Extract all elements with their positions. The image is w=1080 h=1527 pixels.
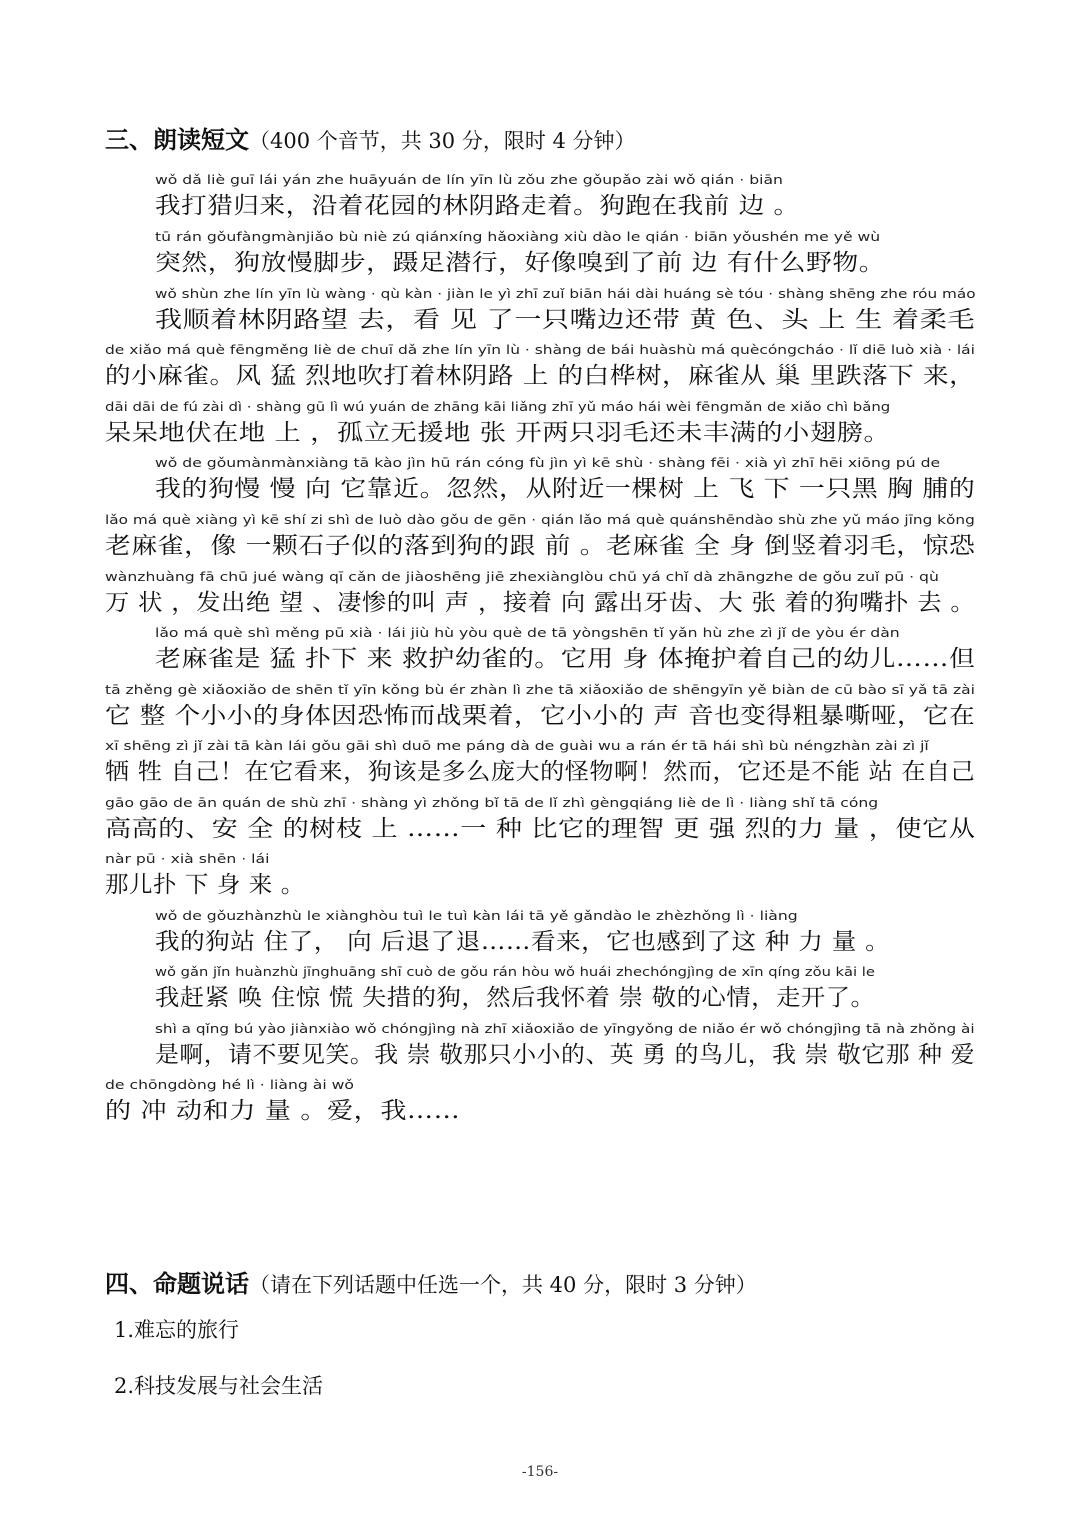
hanzi-line: 的 冲 动和力 量 。爱，我…… — [105, 1098, 461, 1124]
passage-line — [155, 172, 800, 218]
hanzi-line: 那儿扑 下 身 来 。 — [105, 872, 305, 898]
pinyin-line: de xiǎo má què fēngměng liè de chuī dǎ zhe lín yīn lù · shàng de bái huàshù má quècóngcháo · lǐ diē luò xià · lái — [105, 342, 975, 357]
pinyin-line: wǒ de gǒuzhànzhù le xiànghòu tuì le tuì kàn lái tā yě gǎndào le zhèzhǒng lì · liàng — [155, 908, 798, 923]
pinyin-line: shì a qǐng bú yào jiànxiào wǒ chóngjìng nà zhī xiǎoxiǎo de yīngyǒng de niǎo ér wǒ chóngjìng tā nà zhǒng ài — [155, 1021, 975, 1036]
section-4-heading — [105, 1264, 757, 1299]
passage-line — [155, 625, 975, 671]
pinyin-line: wǒ shùn zhe lín yīn lù wàng · qù kàn · jiàn le yì zhī zuǐ biān hái dài huáng sè tóu · shàng shēng zhe róu máo — [155, 286, 976, 301]
hanzi-line: 老麻雀是 猛 扑下 来 救护幼雀的。它用 身 体掩护着自己的幼儿……但 — [155, 646, 976, 672]
passage-line — [155, 455, 975, 501]
passage-line — [105, 342, 975, 388]
pinyin-line: wǒ dǎ liè guī lái yán zhe huāyuán de lín yīn lù zǒu zhe gǒupǎo zài wǒ qián · biān — [155, 172, 783, 187]
pinyin-line: gāo gāo de ān quán de shù zhī · shàng yì zhǒng bǐ tā de lǐ zhì gèngqiáng liè de lì · liàng shǐ tā cóng — [105, 795, 879, 810]
section-3-heading — [105, 120, 636, 155]
hanzi-line: 我打猎归来，沿着花园的林阴路走着。狗跑在我前 边 。 — [155, 193, 800, 219]
pinyin-line: tū rán gǒufàngmànjiǎo bù niè zú qiánxíng hǎoxiàng xiù dào le qián · biān yǒushén me yě wù — [155, 229, 881, 244]
topic-item: 1.难忘的旅行 — [114, 1318, 240, 1342]
hanzi-line: 是啊，请不要见笑。我 崇 敬那只小小的、英 勇 的鸟儿，我 崇 敬它那 种 爱 — [155, 1042, 975, 1068]
passage-line — [105, 738, 975, 784]
hanzi-line: 我顺着林阴路望 去，看 见 了一只嘴边还带 黄 色、头 上 生 着柔毛 — [155, 307, 976, 333]
pinyin-line: lǎo má què xiàng yì kē shí zi shì de luò dào gǒu de gēn · qián lǎo má què quánshēndào shù zhe yǔ máo jīng kǒng — [105, 512, 975, 527]
pinyin-line: xī shēng zì jǐ zài tā kàn lái gǒu gāi shì duō me páng dà de guài wu a rán ér tā hái shì bù néngzhàn zài zì jǐ — [105, 738, 929, 753]
hanzi-line: 老麻雀，像 一颗石子似的落到狗的跟 前 。老麻雀 全 身 倒竖着羽毛，惊恐 — [105, 533, 976, 559]
hanzi-line: 万 状 ，发出绝 望 、凄惨的叫 声 ，接着 向 露出牙齿、大 张 着的狗嘴扑 去 。 — [105, 590, 976, 616]
pinyin-line: nàr pū · xià shēn · lái — [105, 851, 270, 866]
passage-line — [105, 512, 975, 558]
passage-line — [155, 229, 885, 275]
pinyin-line: lǎo má què shì měng pū xià · lái jiù hù yòu què de tā yòngshēn tǐ yǎn hù zhe zì jǐ de yòu ér dàn — [155, 625, 900, 640]
section-4-note: （请在下列话题中任选一个，共 40 分，限时 3 分钟） — [249, 1273, 757, 1297]
passage-line — [155, 908, 890, 954]
hanzi-line: 它 整 个小小的身体因恐怖而战栗着，它小小的 声 音也变得粗暴嘶哑，它在 — [105, 703, 976, 729]
page-number: -156- — [521, 1464, 559, 1480]
section-3-note: （400 个音节，共 30 分，限时 4 分钟） — [249, 129, 636, 153]
passage-line — [105, 1077, 460, 1123]
section-4-title: 四、命题说话 — [105, 1270, 249, 1298]
hanzi-line: 我的狗慢 慢 向 它靠近。忽然，从附近一棵树 上 飞 下 一只黑 胸 脯的 — [155, 476, 976, 502]
pinyin-line: wǒ gǎn jǐn huànzhù jīnghuāng shī cuò de gǒu rán hòu wǒ huái zhechóngjìng de xīn qíng zǒu kāi le — [155, 964, 875, 979]
pinyin-line: dāi dāi de fú zài dì · shàng gū lì wú yuán de zhāng kāi liǎng zhī yǔ máo hái wèi fēngmǎn de xiǎo chì bǎng — [105, 399, 891, 414]
passage-line — [105, 795, 975, 841]
hanzi-line: 高高的、安 全 的树枝 上 ……一 种 比它的理智 更 强 烈的力 量 ，使它从 — [105, 816, 976, 842]
section-3-title: 三、朗读短文 — [105, 126, 249, 154]
pinyin-line: tā zhěng gè xiǎoxiǎo de shēn tǐ yīn kǒng bù ér zhàn lì zhe tā xiǎoxiǎo de shēngyīn yě biàn de cū bào sī yǎ tā zài — [105, 682, 975, 697]
pinyin-line: wǒ de gǒumànmànxiàng tā kào jìn hū rán cóng fù jìn yì kē shù · shàng fēi · xià yì zhī hēi xiōng pú de — [155, 455, 941, 470]
hanzi-line: 呆呆地伏在地 上 ，孤立无援地 张 开两只羽毛还未丰满的小翅膀。 — [105, 420, 891, 446]
passage-line — [105, 569, 975, 615]
passage-line — [155, 1021, 975, 1067]
hanzi-line: 我的狗站 住了， 向 后退了退……看来，它也感到了这 种 力 量 。 — [155, 929, 891, 955]
passage-line — [155, 286, 975, 332]
passage-line — [105, 399, 890, 445]
hanzi-line: 突然，狗放慢脚步，蹑足潜行，好像嗅到了前 边 有什么野物。 — [155, 250, 886, 276]
pinyin-line: de chōngdòng hé lì · liàng ài wǒ — [105, 1077, 354, 1092]
passage-line — [155, 964, 875, 1010]
pinyin-line: wànzhuàng fā chū jué wàng qī cǎn de jiàoshēng jiē zhexiànglòu chū yá chǐ dà zhāngzhe de gǒu zuǐ pū · qù — [105, 569, 939, 584]
passage-line — [105, 682, 975, 728]
hanzi-line: 我赶紧 唤 住惊 慌 失措的狗，然后我怀着 崇 敬的心情，走开了。 — [155, 985, 876, 1011]
hanzi-line: 的小麻雀。风 猛 烈地吹打着林阴路 上 的白桦树，麻雀从 巢 里跌落下 来， — [105, 363, 976, 389]
passage-line — [105, 851, 305, 897]
topic-item: 2.科技发展与社会生活 — [114, 1374, 324, 1398]
hanzi-line: 牺 牲 自己！在它看来，狗该是多么庞大的怪物啊！然而，它还是不能 站 在自己 — [105, 759, 976, 785]
